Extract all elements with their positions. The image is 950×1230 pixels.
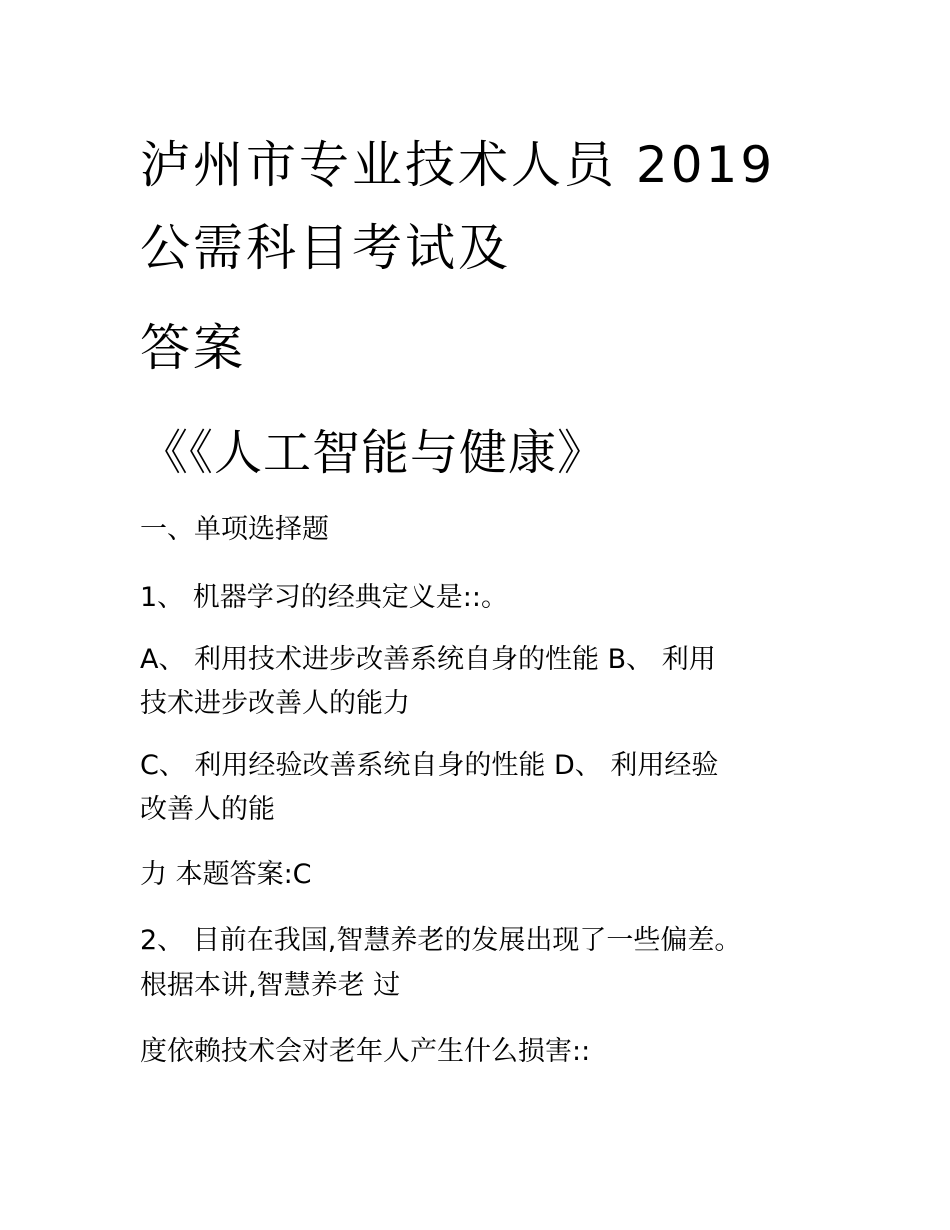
document-title-line-3: 答案	[140, 319, 246, 377]
document-subtitle: 《《人工智能与健康》	[140, 425, 607, 481]
document-title-line-1: 泸州市专业技术人员 2019	[140, 136, 776, 194]
question-1-options-line-1: A、 利用技术进步改善系统自身的性能 B、 利用	[140, 644, 716, 675]
question-2-stem-line-2: 根据本讲,智慧养老 过	[140, 970, 401, 1001]
question-2-stem-line-1: 2、 目前在我国,智慧养老的发展出现了一些偏差。	[140, 925, 742, 956]
question-1-options-line-2: 技术进步改善人的能力	[140, 688, 410, 719]
question-1-options-line-4: 改善人的能	[140, 794, 275, 825]
question-2-stem-line-3: 度依赖技术会对老年人产生什么损害::	[140, 1036, 591, 1067]
document-title-line-2: 公需科目考试及	[140, 219, 511, 277]
question-1-answer: 力 本题答案:C	[140, 859, 312, 890]
question-1-stem: 1、 机器学习的经典定义是::。	[140, 582, 508, 613]
question-1-options-line-3: C、 利用经验改善系统自身的性能 D、 利用经验	[140, 750, 719, 781]
section-heading: 一、单项选择题	[140, 514, 329, 545]
